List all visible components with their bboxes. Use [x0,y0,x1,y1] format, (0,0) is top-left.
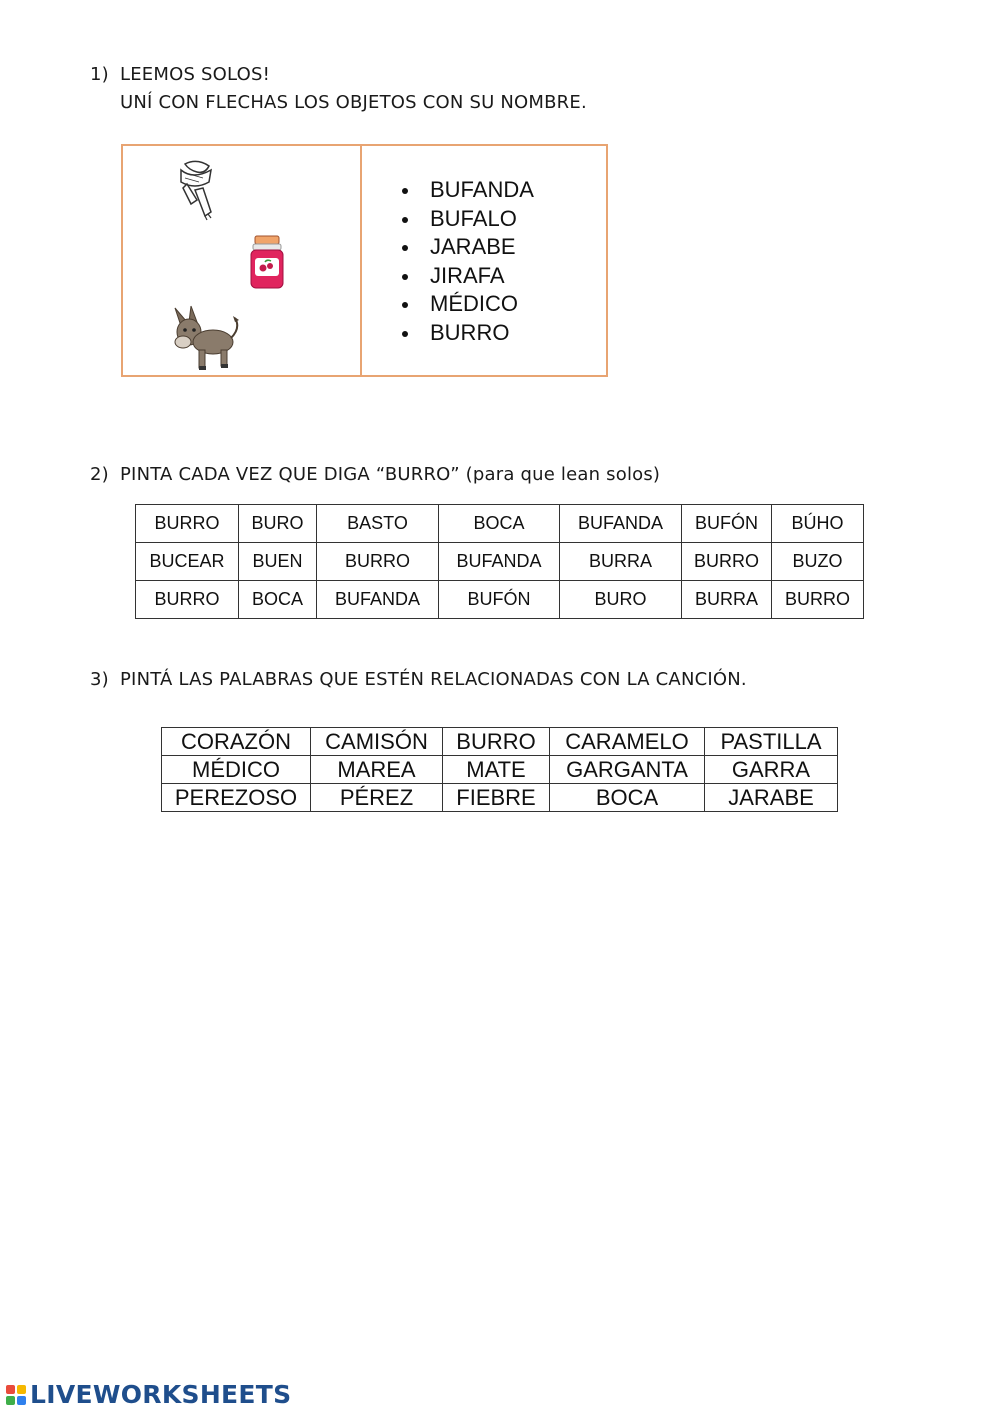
words-column [362,146,606,375]
table-row [162,756,838,784]
word-cell[interactable]: MATE [443,756,550,784]
word-cell[interactable]: BASTO [317,505,439,543]
word-cell[interactable]: MÉDICO [162,756,311,784]
section-3-title: PINTÁ LAS PALABRAS QUE ESTÉN RELACIONADAS CON LA CANCIÓN. [120,669,747,690]
word-cell[interactable]: BUFANDA [439,543,560,581]
word-cell[interactable]: PASTILLA [705,728,838,756]
logo-text: LIVEWORKSHEETS [30,1380,292,1409]
word-cell[interactable]: BOCA [439,505,560,543]
word-cell[interactable]: GARGANTA [550,756,705,784]
list-item[interactable]: BUFANDA [402,176,534,205]
word-cell[interactable]: JARABE [705,784,838,812]
logo-square-green [6,1396,15,1405]
table-row [162,728,838,756]
section-2-title: PINTA CADA VEZ QUE DIGA “BURRO” (para que lean solos) [120,464,661,485]
list-item[interactable]: BUFALO [402,205,534,234]
word-cell[interactable]: CORAZÓN [162,728,311,756]
word-cell[interactable]: PÉREZ [311,784,443,812]
word-cell[interactable]: BURRA [560,543,682,581]
table-row [136,581,864,619]
word-cell[interactable]: BUFÓN [682,505,772,543]
jam-jar-icon[interactable] [247,234,287,292]
word-cell[interactable]: BURO [560,581,682,619]
word-cell[interactable]: BUFANDA [317,581,439,619]
section-3-heading [90,669,747,690]
word-cell[interactable]: BURRO [317,543,439,581]
section-3-number: 3) [90,669,109,690]
word-cell[interactable]: BURO [239,505,317,543]
word-cell[interactable]: PEREZOSO [162,784,311,812]
logo-square-red [6,1385,15,1394]
list-item[interactable]: JARABE [402,233,534,262]
word-cell[interactable]: BURRO [136,581,239,619]
word-cell[interactable]: BUCEAR [136,543,239,581]
word-cell[interactable]: BURRO [443,728,550,756]
section-1-heading [90,64,270,85]
logo-square-yellow [17,1385,26,1394]
list-item[interactable]: JIRAFA [402,262,534,291]
list-item[interactable]: BURRO [402,319,534,348]
word-cell[interactable]: CARAMELO [550,728,705,756]
word-cell[interactable]: BUFANDA [560,505,682,543]
word-cell[interactable]: BÚHO [772,505,864,543]
section-1-title: LEEMOS SOLOS! [120,64,271,85]
word-cell[interactable]: BOCA [550,784,705,812]
word-cell[interactable]: BURRO [136,505,239,543]
word-list [402,176,534,348]
images-column [123,146,362,375]
word-cell[interactable]: BOCA [239,581,317,619]
word-cell[interactable]: MAREA [311,756,443,784]
word-cell[interactable]: BURRO [682,543,772,581]
word-cell[interactable]: CAMISÓN [311,728,443,756]
table-row [162,784,838,812]
donkey-icon[interactable] [169,298,241,374]
matching-exercise-box [121,144,608,377]
table-row [136,505,864,543]
section-1-number: 1) [90,64,109,85]
list-item[interactable]: MÉDICO [402,290,534,319]
word-cell[interactable]: FIEBRE [443,784,550,812]
song-word-grid [161,727,838,812]
section-1-instruction: UNÍ CON FLECHAS LOS OBJETOS CON SU NOMBRE. [120,92,587,113]
burro-word-grid [135,504,864,619]
logo-square-blue [17,1396,26,1405]
word-cell[interactable]: BURRO [772,581,864,619]
word-cell[interactable]: GARRA [705,756,838,784]
word-cell[interactable]: BUZO [772,543,864,581]
section-2-number: 2) [90,464,109,485]
table-row [136,543,864,581]
scarf-icon[interactable] [175,160,219,222]
word-cell[interactable]: BUEN [239,543,317,581]
word-cell[interactable]: BURRA [682,581,772,619]
logo-mark-icon [6,1385,26,1405]
liveworksheets-logo[interactable] [6,1380,291,1409]
word-cell[interactable]: BUFÓN [439,581,560,619]
section-2-heading [90,464,660,485]
